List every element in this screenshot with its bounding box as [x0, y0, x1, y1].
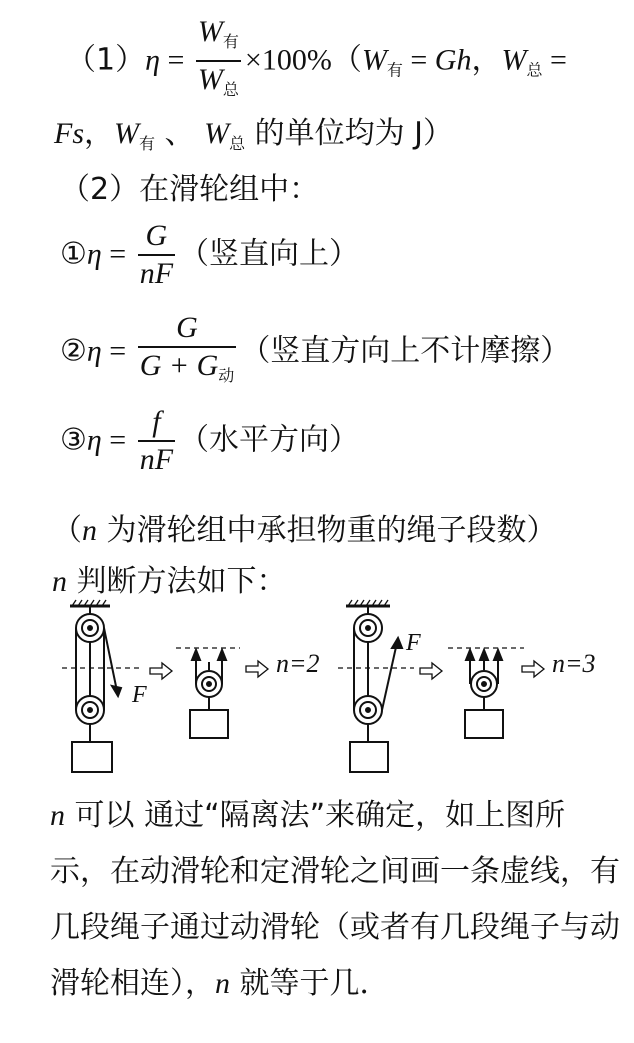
gh-term: Gh	[434, 43, 472, 77]
force-label-2: F	[406, 630, 421, 656]
explanation-text: 可以 通过“隔离法”来确定，如上图所示，在动滑轮和定滑轮之间画一条虚线，有几段绳子通过动滑轮（或者有几段绳子与动滑轮相连），	[50, 798, 620, 1001]
numerator: G	[176, 311, 198, 344]
w-total-sub: 总	[526, 60, 543, 80]
circled-number-2: ②	[60, 333, 87, 369]
equals-sign: =	[159, 43, 192, 77]
pulley-assembly-1	[70, 600, 121, 772]
w-useful-sub: 有	[139, 134, 156, 153]
w-total: W	[501, 43, 527, 77]
denominator: G + G	[139, 348, 219, 382]
explanation-text-end: 就等于几．	[230, 966, 390, 1001]
part-label: （1）	[66, 42, 146, 78]
formula-3	[60, 404, 359, 478]
circled-number-1: ①	[60, 236, 87, 272]
w-useful: W	[361, 43, 387, 77]
equals-sign: =	[101, 237, 134, 271]
formula-1	[60, 218, 359, 292]
numerator: f	[152, 405, 161, 438]
n-symbol: n	[52, 565, 67, 598]
enumeration-mark: 、	[155, 116, 205, 151]
equals-sign-3: =	[542, 43, 567, 77]
definition-text: 为滑轮组中承担物重的绳子段数）	[97, 513, 557, 548]
fraction-1	[138, 218, 175, 292]
arrow-icon	[420, 663, 442, 679]
circled-number-3: ③	[60, 422, 87, 458]
denominator: nF	[139, 256, 174, 290]
section-heading: （2）在滑轮组中：	[60, 172, 320, 207]
paren-open: （	[52, 513, 82, 548]
condition-note: （竖直向上）	[179, 236, 360, 272]
n-symbol: n	[50, 799, 65, 832]
condition-note: （水平方向）	[179, 422, 360, 458]
fraction-numerator: W	[197, 15, 223, 48]
isolated-pulley-2	[448, 648, 524, 738]
denominator: nF	[139, 442, 174, 476]
result-n-3: n=3	[552, 649, 596, 678]
formula-efficiency-line	[66, 14, 567, 108]
pulley-assembly-2	[346, 600, 402, 772]
result-n-2: n=2	[276, 649, 320, 678]
fraction-2	[138, 310, 237, 394]
n-symbol: n	[82, 514, 97, 547]
pulley-diagram	[0, 598, 634, 788]
times-100-percent: ×100%	[244, 43, 332, 77]
comma: ，	[84, 116, 114, 151]
units-text: 的单位均为 J）	[245, 116, 454, 151]
fraction-denominator: W	[197, 62, 223, 96]
arrow-icon	[150, 663, 172, 679]
efficiency-fraction	[196, 14, 241, 108]
formula-units-line	[54, 108, 453, 154]
n-definition	[52, 505, 557, 549]
method-heading-text: 判断方法如下：	[67, 564, 287, 599]
w-useful: W	[114, 117, 139, 150]
eta-symbol: η	[86, 334, 102, 368]
equals-sign-2: =	[402, 43, 435, 77]
paren-open: （	[331, 42, 362, 78]
isolated-pulley-1	[176, 648, 240, 738]
numerator: G	[145, 219, 168, 252]
eta-symbol: η	[86, 423, 102, 457]
arrow-icon	[246, 661, 268, 677]
force-label-1: F	[132, 682, 147, 708]
n-method-heading	[52, 556, 287, 600]
w-total-sub: 总	[229, 134, 246, 153]
fraction-3	[138, 404, 175, 478]
explanation-paragraph	[50, 788, 625, 1012]
subscript-total: 总	[222, 79, 239, 99]
equals-sign: =	[101, 423, 134, 457]
w-total: W	[204, 117, 230, 150]
condition-note: （竖直方向上不计摩擦）	[240, 333, 571, 369]
fs-term: Fs	[54, 117, 84, 150]
subscript-moving: 动	[218, 365, 235, 385]
n-symbol: n	[215, 967, 230, 1000]
eta-symbol: η	[86, 237, 102, 271]
w-useful-sub: 有	[386, 60, 403, 80]
comma: ，	[471, 42, 502, 78]
equals-sign: =	[101, 334, 134, 368]
arrow-icon	[522, 661, 544, 677]
subscript-useful: 有	[222, 32, 239, 51]
formula-2	[60, 310, 570, 394]
eta-symbol: η	[145, 43, 160, 77]
